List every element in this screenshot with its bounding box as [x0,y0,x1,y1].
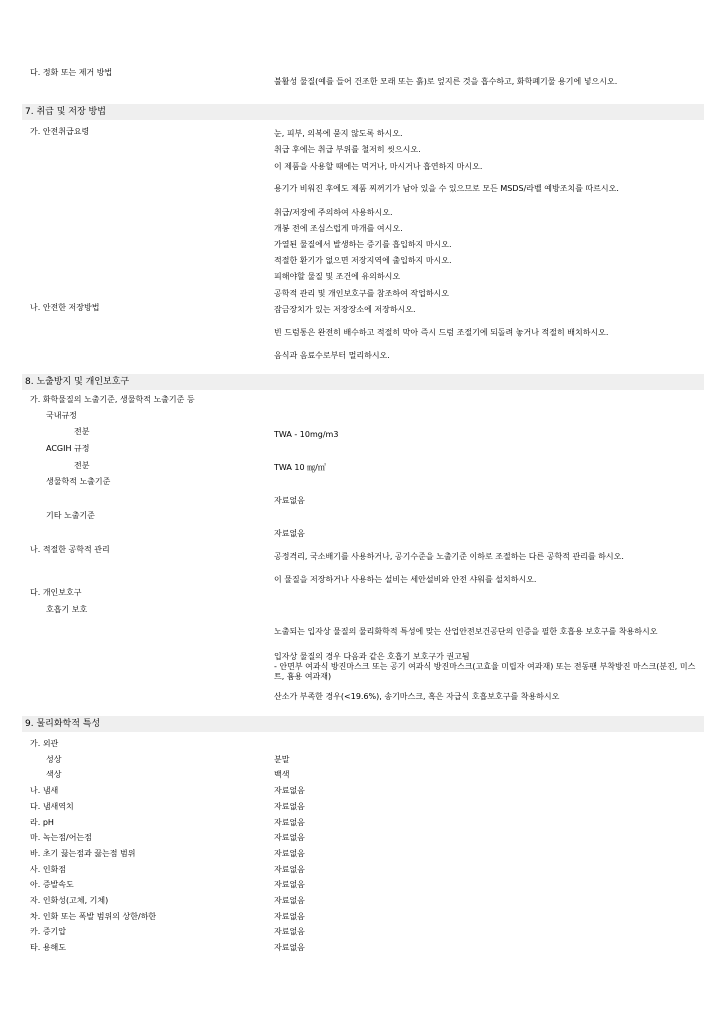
section7-a-line: 가열된 물질에서 발생하는 증기를 흡입하지 마시오. [274,240,452,249]
section9-title: 9. 물리화학적 특성 [25,719,101,729]
resp-line: - 안면부 여과식 방진마스크 또는 공기 여과식 방진마스크(고효율 미립자 여과재) 또는 전동팬 부착방진 마스크(분진, 미스트, 흄용 여과재) [274,662,696,681]
property-label: 마. 녹는점/어는점 [30,833,92,842]
color-label: 색상 [46,770,62,779]
section9-header [22,716,704,732]
section8-b-line: 공정격리, 국소배기를 사용하거나, 공기수준을 노출기준 이하로 조절하는 다른 공학적 관리를 하시오. [274,552,624,561]
resp-line: 입자상 물질의 경우 다음과 같은 호흡기 보호구가 권고됨 [274,652,470,661]
property-value: 자료없음 [274,865,305,874]
color-value: 백색 [274,770,290,779]
resp-label: 호흡기 보호 [46,605,88,614]
property-label: 사. 인화점 [30,865,66,874]
property-value: 자료없음 [274,912,305,921]
property-value: 자료없음 [274,927,305,936]
section7-a-line: 눈, 피부, 의복에 묻지 않도록 하시오. [274,129,403,138]
property-value: 자료없음 [274,802,305,811]
bio-label: 생물학적 노출기준 [46,477,111,486]
section6-c-label: 다. 정화 또는 제거 방법 [30,68,113,77]
state-value: 분말 [274,755,290,764]
property-value: 자료없음 [274,833,305,842]
acgih-sub-label: 전분 [74,461,90,470]
property-label: 다. 냄새역치 [30,802,74,811]
section8-header [22,374,704,390]
property-label: 카. 증기압 [30,927,66,936]
domestic-value: TWA - 10mg/m3 [274,430,339,439]
property-value: 자료없음 [274,849,305,858]
section7-a-label: 가. 안전취급요령 [30,127,90,136]
section6-c-value: 불활성 물질(예를 들어 건조한 모래 또는 흙)로 엎지른 것을 흡수하고, 화학폐기물 용기에 넣으시오. [274,77,618,86]
section8-a-label: 가. 화학물질의 노출기준, 생물학적 노출기준 등 [30,395,195,404]
property-value: 자료없음 [274,786,305,795]
other-label: 기타 노출기준 [46,511,95,520]
domestic-sub-label: 전분 [74,427,90,436]
section8-title: 8. 노출방지 및 개인보호구 [25,377,130,387]
property-label: 자. 인화성(고체, 기체) [30,896,109,905]
section7-b-label: 나. 안전한 저장방법 [30,303,100,312]
section8-b-line: 이 물질을 저장하거나 사용하는 설비는 세안설비와 안전 샤워를 설치하시오. [274,575,537,584]
state-label: 성상 [46,755,62,764]
section8-b-label: 나. 적절한 공학적 관리 [30,545,110,554]
section8-c-label: 다. 개인보호구 [30,588,82,597]
property-label: 아. 증발속도 [30,880,74,889]
resp-line: 산소가 부족한 경우(<19.6%), 송기마스크, 혹은 자급식 호흡보호구를 착용하시오 [274,692,560,701]
section7-b-line: 빈 드럼통은 완전히 배수하고 적절히 막아 즉시 드럼 조절기에 되돌려 놓거나 적절히 배치하시오. [274,328,609,337]
property-label: 바. 초기 끓는점과 끓는점 범위 [30,849,136,858]
section7-a-line: 피해야할 물질 및 조건에 유의하시오 [274,272,401,281]
property-label: 나. 냄새 [30,786,59,795]
section7-a-line: 공학적 관리 및 개인보호구를 참조하여 작업하시오 [274,289,450,298]
property-label: 라. pH [30,818,54,827]
section7-a-line: 용기가 비워진 후에도 제품 찌꺼기가 남아 있을 수 있으므로 모든 MSDS/라벨 예방조치를 따르시오. [274,184,619,193]
property-value: 자료없음 [274,880,305,889]
property-value: 자료없음 [274,943,305,952]
section7-b-line: 잠금장치가 있는 저장장소에 저장하시오. [274,305,416,314]
section7-b-line: 음식과 음료수로부터 멀리하시오. [274,351,390,360]
appearance-label: 가. 외관 [30,739,59,748]
section7-title: 7. 취급 및 저장 방법 [25,107,106,117]
section7-header [22,104,704,120]
property-label: 타. 용해도 [30,943,66,952]
domestic-label: 국내규정 [46,411,77,420]
section7-a-line: 적절한 환기가 없으면 저장지역에 출입하지 마시오. [274,256,452,265]
property-label: 차. 인화 또는 폭발 범위의 상한/하한 [30,912,157,921]
section7-a-line: 이 제품을 사용할 때에는 먹거나, 마시거나 흡연하지 마시오. [274,162,483,171]
section7-a-line: 취급/저장에 주의하여 사용하시오. [274,208,393,217]
bio-value: 자료없음 [274,496,305,505]
other-value: 자료없음 [274,529,305,538]
resp-line: 노출되는 입자상 물질의 물리화학적 특성에 맞는 산업안전보건공단의 인증을 필한 호흡용 보호구를 착용하시오 [274,627,658,636]
acgih-label: ACGIH 규정 [46,444,90,453]
property-value: 자료없음 [274,818,305,827]
section7-a-line: 취급 후에는 취급 부위를 철저히 씻으시오. [274,145,421,154]
section7-a-line: 개봉 전에 조심스럽게 마개를 여시오. [274,224,403,233]
acgih-value: TWA 10 ㎎/㎥ [274,463,326,472]
property-value: 자료없음 [274,896,305,905]
